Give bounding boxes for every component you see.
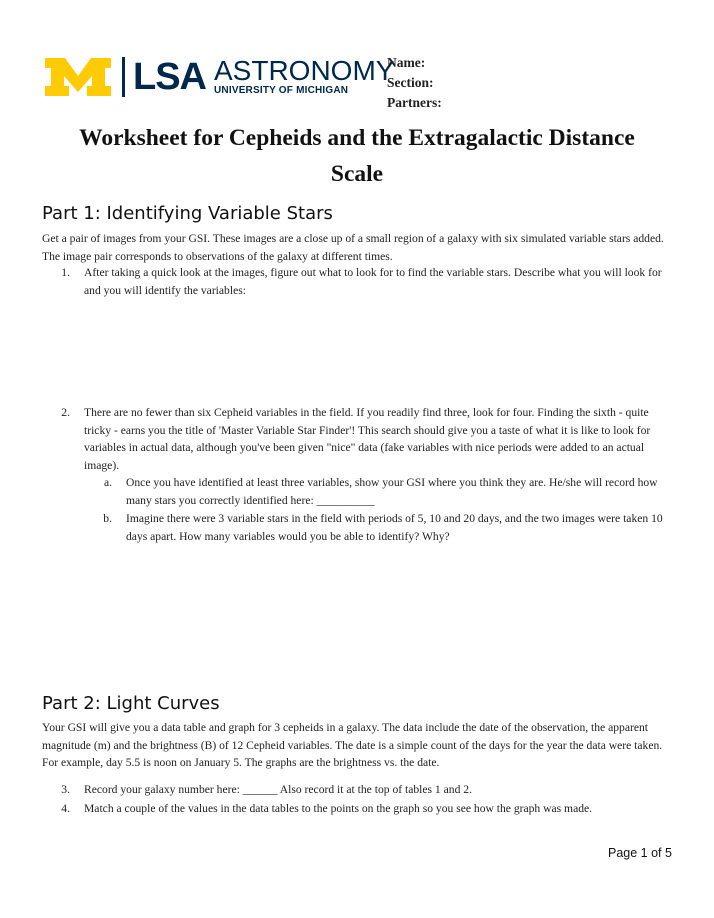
logo-text-block: [214, 57, 394, 97]
part1-intro: Get a pair of images from your GSI. These images are a close up of a small region of a galaxy with six simulated variable stars added. The image pair corresponds to observations of the galaxy at different times.: [42, 232, 664, 263]
question-2a-letter: a.: [103, 476, 112, 489]
title-line-1: Worksheet for Cepheids and the Extragalactic Distance: [79, 125, 635, 151]
question-2-text: There are no fewer than six Cepheid variables in the field. If you readily find three, look for four. Finding the sixth - quite tricky - earns you the title of 'Master Variable Star Finder'! This search should give you a taste of what it is like to look for variables in actual data, although you've been given "nice" data (fake variables with nice periods were added to an actual image).: [84, 406, 651, 472]
question-4-number: 4.: [61, 802, 70, 815]
question-2-number: 2.: [61, 406, 70, 419]
question-4: [42, 800, 670, 818]
page-number: Page 1 of 5: [608, 846, 672, 860]
question-3: [42, 781, 670, 799]
logo-astronomy-text: ASTRONOMY: [214, 55, 395, 86]
question-2b-letter: b.: [103, 512, 112, 525]
name-label: Name:: [387, 55, 426, 70]
part2-heading: Part 2: Light Curves: [42, 693, 220, 714]
logo-university-text: UNIVERSITY OF MICHIGAN: [214, 85, 349, 96]
question-2b-text: Imagine there were 3 variable stars in the field with periods of 5, 10 and 20 days, and the two images were taken 10 days apart. How many variables would you be able to identify? Why?: [126, 512, 663, 543]
question-1: [42, 264, 670, 299]
question-2: [42, 404, 670, 474]
question-3-number: 3.: [61, 783, 70, 796]
question-2b: [42, 510, 670, 545]
logo-lsa-text: LSA: [133, 56, 206, 98]
part1-heading: Part 1: Identifying Variable Stars: [42, 203, 333, 224]
part2-intro: Your GSI will give you a data table and graph for 3 cepheids in a galaxy. The data include the date of the observation, the apparent magnitude (m) and the brightness (B) of 12 Cepheid variables. The date is a simple count of the days for the year the data were taken. For example, day 5.5 is noon on January 5. The graphs are the brightness vs. the date.: [42, 721, 663, 769]
partners-label: Partners:: [387, 95, 442, 110]
title-line-2: Scale: [330, 161, 384, 187]
page-title: [40, 120, 674, 192]
question-1-text: After taking a quick look at the images, figure out what to look for to find the variable stars. Describe what you will look for and you will identify the variables:: [84, 266, 662, 297]
question-2a: [42, 474, 670, 509]
question-3-text: Record your galaxy number here: ______ Also record it at the top of tables 1 and 2.: [84, 783, 472, 796]
logo-divider: [122, 57, 125, 97]
question-4-text: Match a couple of the values in the data tables to the points on the graph so you see how the graph was made.: [84, 802, 593, 815]
question-1-number: 1.: [61, 266, 70, 279]
section-label: Section:: [387, 75, 434, 90]
question-2a-text: Once you have identified at least three variables, show your GSI where you think they are. He/she will record how many stars you correctly identified here: __________: [126, 476, 658, 507]
block-m-logo-icon: [43, 56, 113, 98]
lsa-astronomy-logo: [43, 54, 394, 100]
student-info-labels: [387, 53, 442, 113]
